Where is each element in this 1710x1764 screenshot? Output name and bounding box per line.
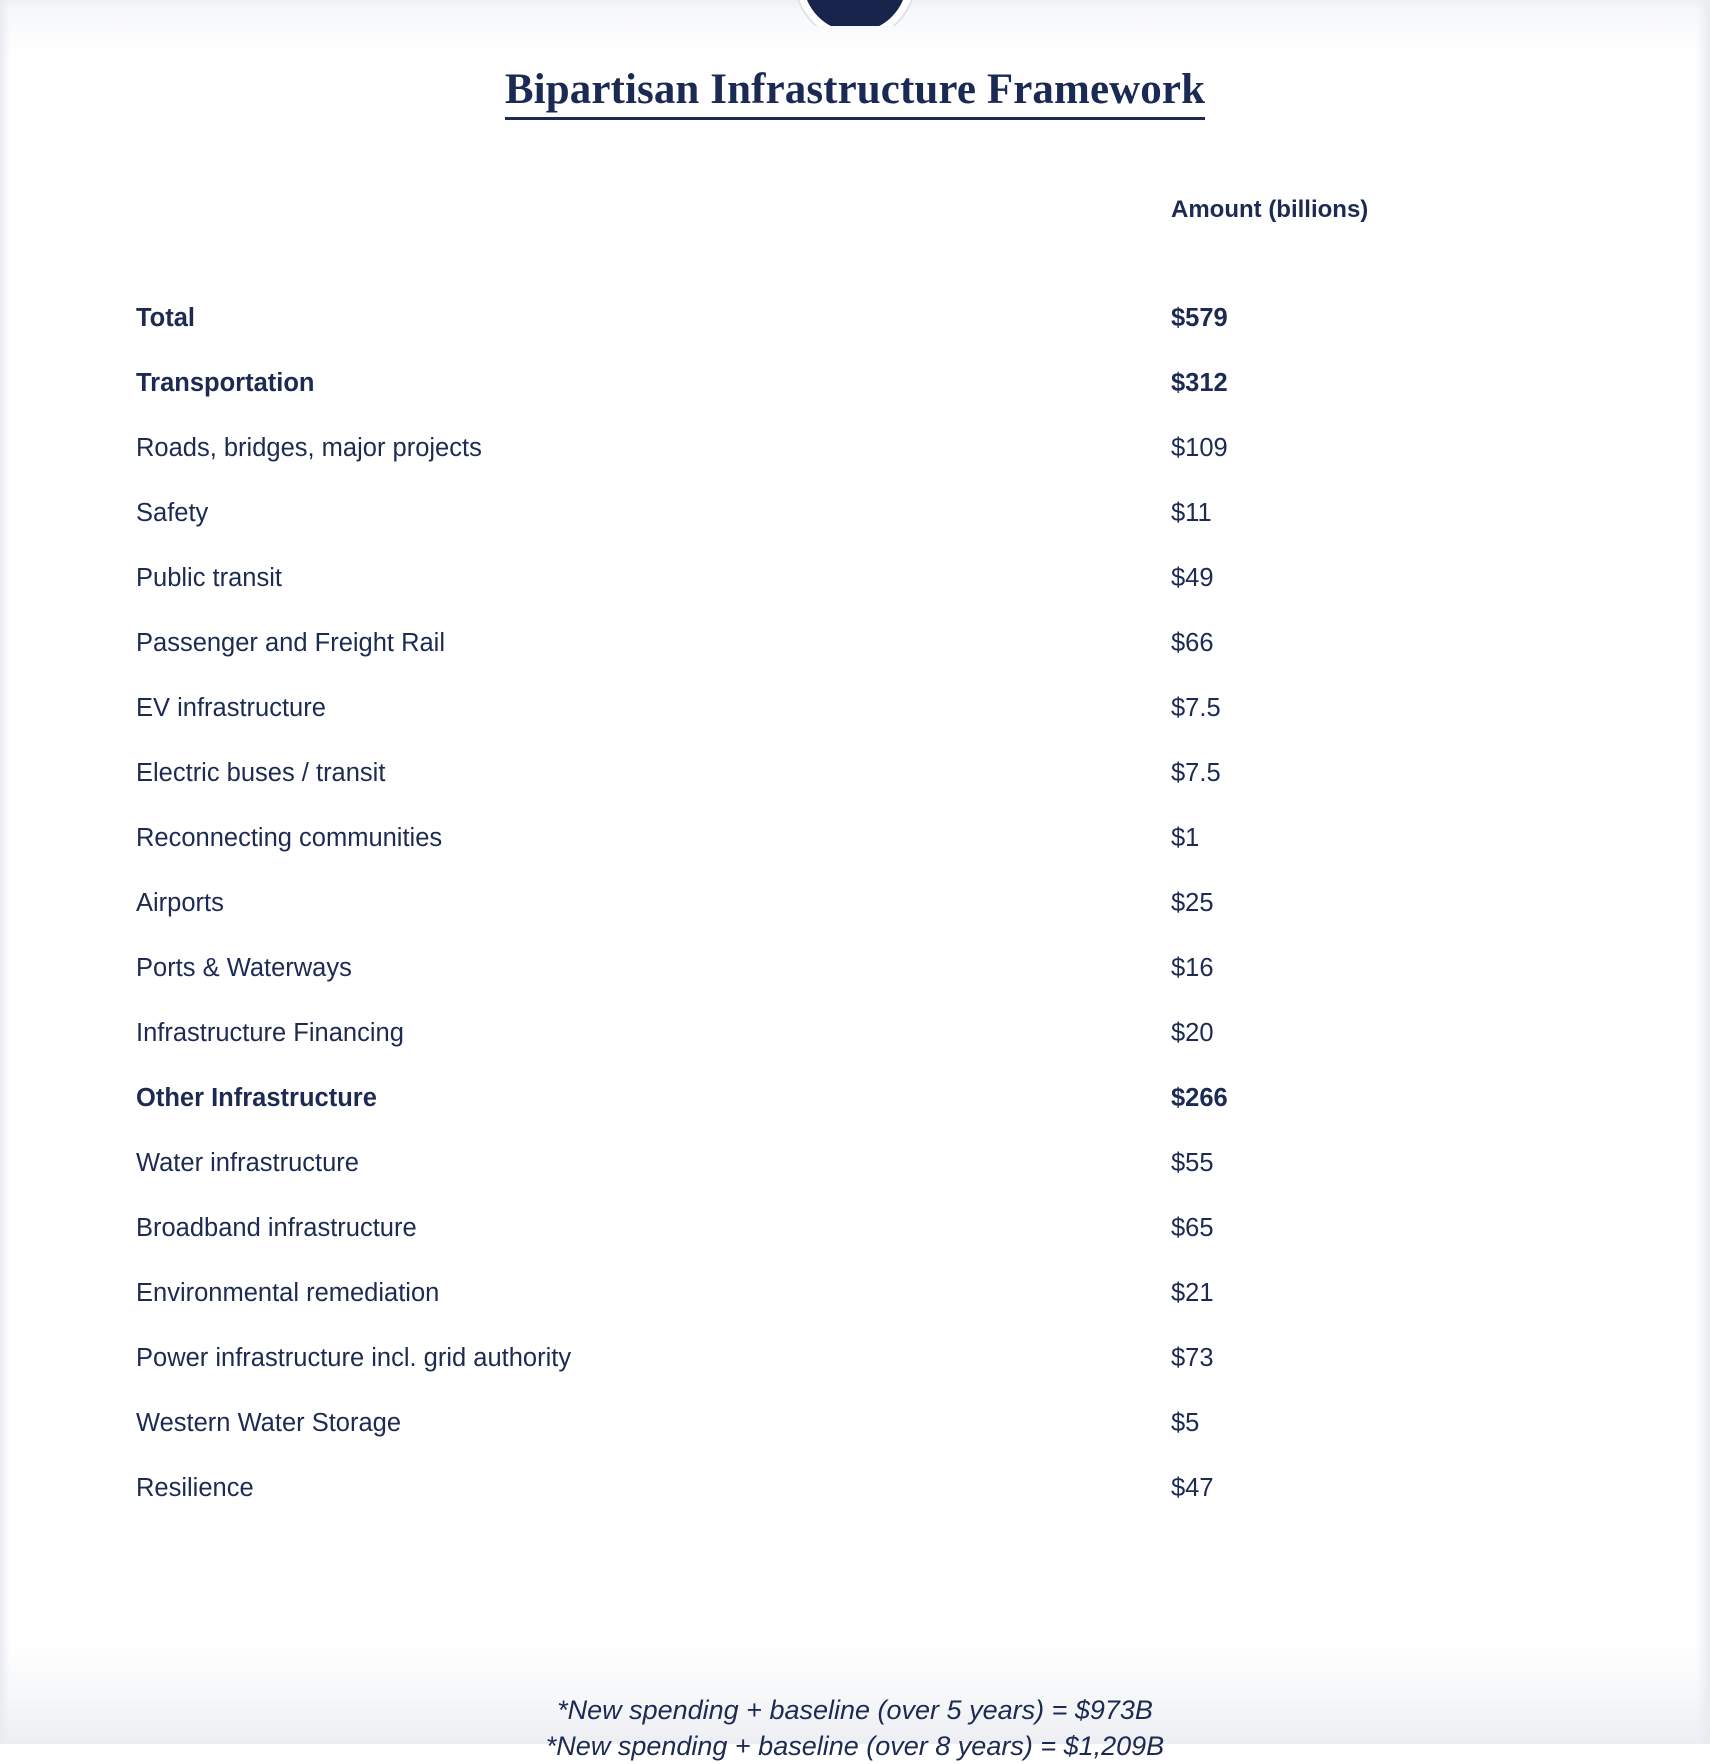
- table-row: [136, 628, 1536, 693]
- row-amount: $266: [1171, 1084, 1228, 1112]
- row-amount: $73: [1171, 1344, 1214, 1372]
- row-amount: $65: [1171, 1214, 1214, 1242]
- row-amount: $66: [1171, 629, 1214, 657]
- row-amount: $7.5: [1171, 759, 1221, 787]
- table-row: [136, 1408, 1536, 1473]
- table-row: [136, 433, 1536, 498]
- footnote-line: *New spending + baseline (over 8 years) = $1,209B: [545, 1731, 1165, 1761]
- page-title-text: Bipartisan Infrastructure Framework: [505, 66, 1205, 120]
- row-label: EV infrastructure: [136, 694, 326, 722]
- row-amount: $109: [1171, 434, 1228, 462]
- header-spacer: [136, 261, 1536, 303]
- row-amount: $5: [1171, 1409, 1200, 1437]
- footnote-line: *New spending + baseline (over 5 years) = $973B: [557, 1695, 1153, 1725]
- table-row: [136, 888, 1536, 953]
- row-amount: $312: [1171, 369, 1228, 397]
- table-row: [136, 563, 1536, 628]
- table-row: [136, 498, 1536, 563]
- row-amount: $11: [1171, 499, 1212, 527]
- table-row: [136, 953, 1536, 1018]
- table-row: [136, 1343, 1536, 1408]
- budget-table: [136, 196, 1536, 1538]
- row-label: Broadband infrastructure: [136, 1214, 417, 1242]
- table-row: [136, 1278, 1536, 1343]
- row-label: Roads, bridges, major projects: [136, 434, 482, 462]
- row-label: Electric buses / transit: [136, 759, 386, 787]
- row-label: Total: [136, 304, 196, 332]
- row-label: Other Infrastructure: [136, 1084, 377, 1112]
- table-row: [136, 303, 1536, 368]
- row-amount: $579: [1171, 304, 1228, 332]
- row-label: Safety: [136, 499, 209, 527]
- row-amount: $25: [1171, 889, 1214, 917]
- table-row: [136, 693, 1536, 758]
- table-row: [136, 823, 1536, 888]
- row-label: Passenger and Freight Rail: [136, 629, 446, 657]
- row-amount: $16: [1171, 954, 1214, 982]
- row-label: Transportation: [136, 369, 315, 397]
- row-amount: $47: [1171, 1474, 1214, 1502]
- table-row: [136, 1018, 1536, 1083]
- row-label: Infrastructure Financing: [136, 1019, 404, 1047]
- row-amount: $49: [1171, 564, 1214, 592]
- row-amount: $20: [1171, 1019, 1214, 1047]
- row-label: Ports & Waterways: [136, 954, 352, 982]
- column-header-amount: Amount (billions): [1171, 196, 1369, 223]
- row-label: Public transit: [136, 564, 282, 592]
- table-row: [136, 1473, 1536, 1538]
- row-label: Western Water Storage: [136, 1409, 402, 1437]
- row-label: Water infrastructure: [136, 1149, 359, 1177]
- table-row: [136, 758, 1536, 823]
- table-body: [136, 303, 1536, 1538]
- table-row: [136, 1148, 1536, 1213]
- table-row: [136, 1083, 1536, 1148]
- page-title: [0, 65, 1710, 114]
- row-amount: $1: [1171, 824, 1200, 852]
- table-header-row: [136, 196, 1536, 261]
- row-label: Reconnecting communities: [136, 824, 443, 852]
- row-label: Airports: [136, 889, 224, 917]
- table-row: [136, 1213, 1536, 1278]
- row-label: Power infrastructure incl. grid authority: [136, 1344, 572, 1372]
- row-label: Resilience: [136, 1474, 254, 1502]
- row-amount: $7.5: [1171, 694, 1221, 722]
- row-label: Environmental remediation: [136, 1279, 440, 1307]
- table-row: [136, 368, 1536, 433]
- row-amount: $21: [1171, 1279, 1214, 1307]
- footnotes: [0, 1692, 1710, 1764]
- row-amount: $55: [1171, 1149, 1214, 1177]
